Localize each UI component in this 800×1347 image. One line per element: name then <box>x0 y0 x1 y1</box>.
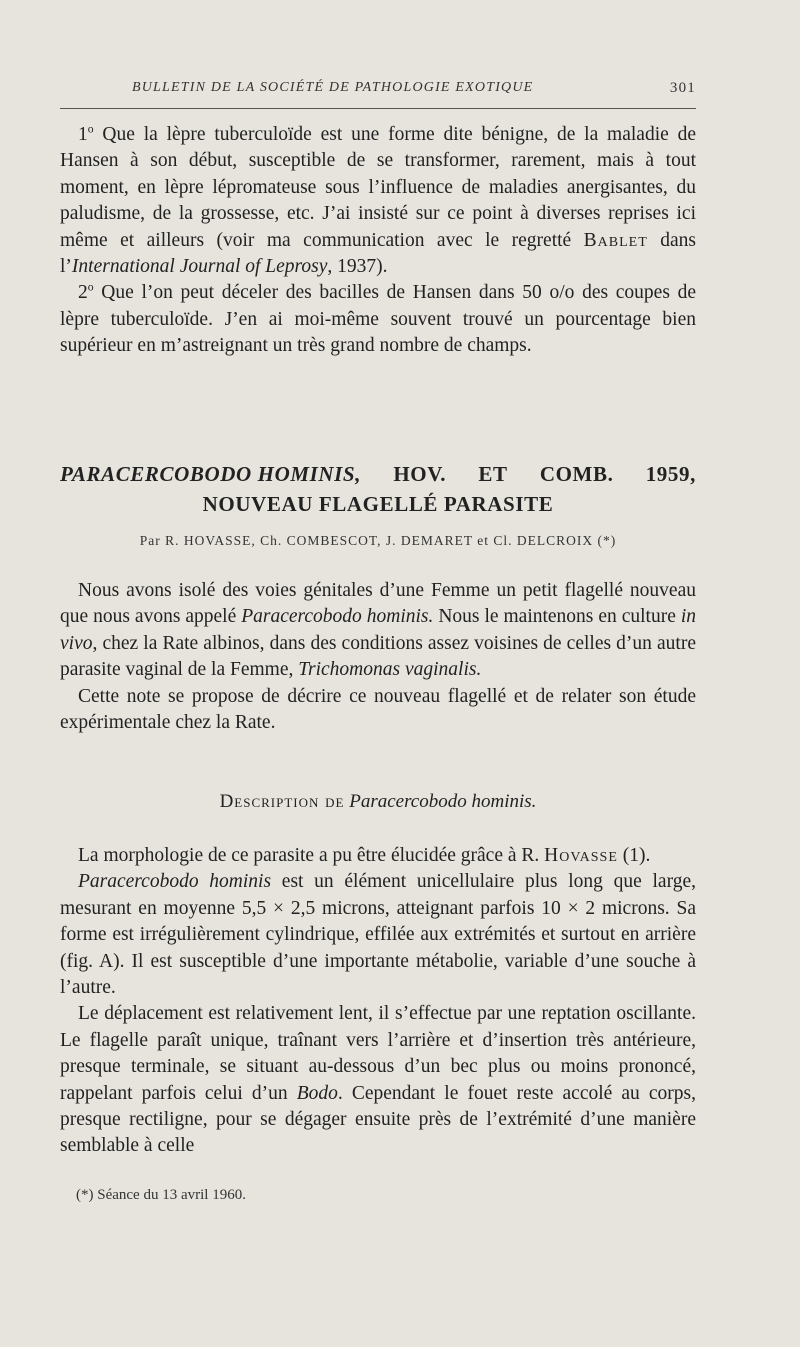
paragraph-text: , chez la Rate albinos, dans des conditions assez voisines de celles d’un autre parasite vaginal de la Femme, <box>60 632 696 681</box>
footnote: (*) Séance du 13 avril 1960. <box>76 1187 246 1203</box>
paragraph-text: Nous avons isolé des voies génitales d’une Femme un petit flagellé nouveau que nous avons appelé <box>60 580 696 628</box>
paragraph-text: Que l’on peut déceler des bacilles de Hansen dans 50 o/o des coupes de lèpre tuberculoïde. J’en ai moi-même souvent trouvé un pourcentage bien supérieur en m’astreignant un très grand nombre de champs. <box>60 282 696 357</box>
paragraph-text: Que la lèpre tuberculoïde est une forme dite bénigne, de la maladie de Hansen à son début, susceptible de se transformer, rarement, mais à tout moment, en lèpre lépromateuse sous l’influence de maladies anergisantes, du paludisme, de la grossesse, etc. J’ai insisté sur ce point à diverses reprises ici même et ailleurs (voir ma communication avec le regretté <box>60 124 696 251</box>
paragraph-text: Nous le maintenons en culture <box>433 606 681 628</box>
paragraph-text: est un élément unicellulaire plus long que large, mesurant en moyenne 5,5 × 2,5 microns, atteignant parfois 10 × 2 microns. Sa forme est irrégulièrement cylindrique, effilée aux extrémités et surtout en arrière (fig. A). Il est susceptible d’une importante métabolie, variable d’une souche à l’autre. <box>60 871 696 999</box>
title-word: HOV. <box>393 462 447 486</box>
section-heading <box>60 791 696 813</box>
paragraph-text: Le déplacement est relativement lent, il s’effectue par une reptation oscillante. Le flagelle paraît unique, traînant vers l’arrière et d’insertion très antérieure, presque terminale, se situant au-dessous d’un bec plus ou moins prononcé, rappelant parfois celui d’un <box>60 1003 696 1104</box>
intro-paragraph-1 <box>60 578 696 684</box>
paragraph-text: dans l’ <box>60 229 696 278</box>
description-section <box>60 843 696 1160</box>
paragraph-point-1 <box>60 122 696 280</box>
intro-paragraph-2: Cette note se propose de décrire ce nouveau flagellé et de relater son étude expérimentale chez la Rate. <box>60 685 696 734</box>
genus-name: Bodo <box>296 1082 338 1104</box>
previous-article-conclusion <box>60 122 696 360</box>
paragraph-text: , 1937). <box>327 256 388 278</box>
latin-term: in vivo <box>60 606 696 654</box>
paragraph-text: La morphologie de ce parasite a pu être élucidée grâce à R. <box>78 845 545 866</box>
title-word: ET <box>478 462 508 486</box>
article-authors: Par R. HOVASSE, Ch. COMBESCOT, J. DEMARET et Cl. DELCROIX (*) <box>139 533 617 548</box>
point-superscript: o <box>87 280 94 294</box>
title-line-1 <box>60 459 696 489</box>
title-word: COMB. <box>539 462 614 486</box>
paragraph-point-2 <box>60 280 696 359</box>
author-name: Bablet <box>583 229 648 251</box>
species-name: Paracercobodo hominis <box>78 871 272 893</box>
point-number: 1 <box>78 124 88 145</box>
point-superscript: o <box>87 122 94 136</box>
section-heading-species: Paracercobodo hominis. <box>349 791 537 812</box>
point-number: 2 <box>78 282 88 304</box>
journal-title: BULLETIN DE LA SOCIÉTÉ DE PATHOLOGIE EXOTIQUE <box>132 80 534 95</box>
header-rule <box>60 108 696 109</box>
description-paragraph-3 <box>60 1001 696 1159</box>
article-introduction <box>60 578 696 736</box>
species-name: Trichomonas vaginalis. <box>298 659 482 681</box>
paragraph-text: (1). <box>617 845 651 866</box>
paragraph-text: . Cependant le fouet reste accolé au corps, presque rectiligne, pour se dégager ensuite près de l’extrémité d’une manière semblable à celle <box>60 1082 696 1157</box>
author-name: Hovasse <box>544 845 618 866</box>
title-species: PARACERCOBODO HOMINIS, <box>60 462 362 486</box>
description-paragraph-1 <box>60 843 696 869</box>
article-title <box>60 459 696 519</box>
title-year: 1959, <box>645 462 696 486</box>
section-heading-label: Description de <box>219 791 345 812</box>
title-line-2: NOUVEAU FLAGELLÉ PARASITE <box>202 492 554 516</box>
page-number: 301 <box>669 80 696 96</box>
description-paragraph-2 <box>60 869 696 1001</box>
journal-reference: International Journal of Leprosy <box>71 256 328 278</box>
species-name: Paracercobodo hominis. <box>241 606 434 628</box>
